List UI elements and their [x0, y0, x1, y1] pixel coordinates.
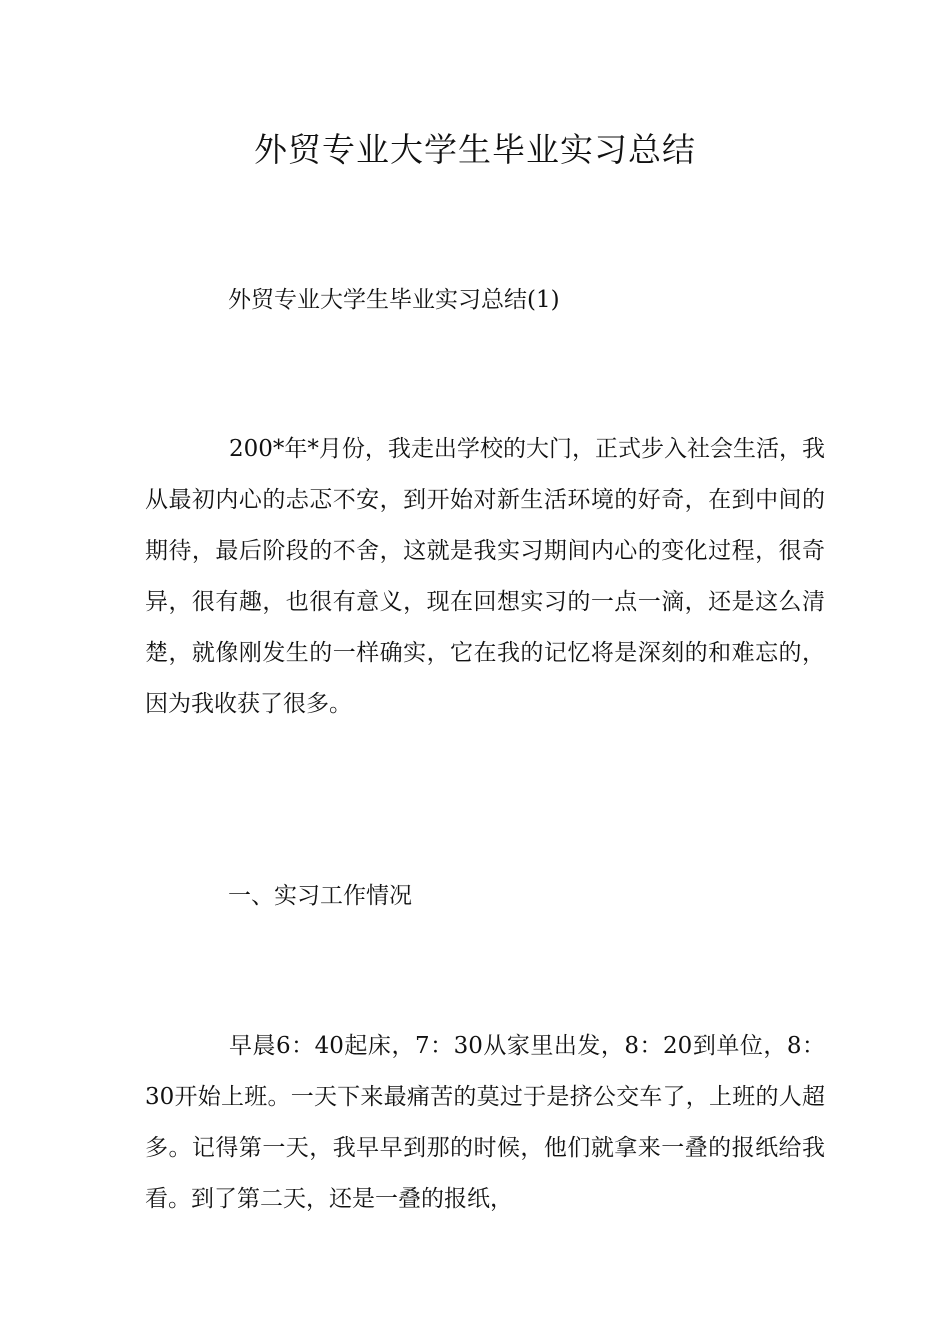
document-subtitle: 外贸专业大学生毕业实习总结(1)	[228, 287, 560, 313]
section-heading: 一、实习工作情况	[228, 883, 412, 909]
document-title: 外贸专业大学生毕业实习总结	[254, 130, 696, 169]
paragraph-intro: 200*年*月份，我走出学校的大门，正式步入社会生活，我从最初内心的忐忑不安，到开始对新生活环境的好奇，在到中间的期待，最后阶段的不舍，这就是我实习期间内心的变化过程，很奇异，很有趣，也很有意义，现在回想实习的一点一滴，还是这么清楚，就像刚发生的一样确实，它在我的记忆将是深刻的和难忘的，因为我收获了很多。	[145, 436, 825, 717]
paragraph-work: 早晨6：40起床，7：30从家里出发，8：20到单位，8：30开始上班。一天下来最痛苦的莫过于是挤公交车了，上班的人超多。记得第一天，我早早到那的时候，他们就拿来一叠的报纸给我看。到了第二天，还是一叠的报纸，	[145, 1033, 825, 1212]
